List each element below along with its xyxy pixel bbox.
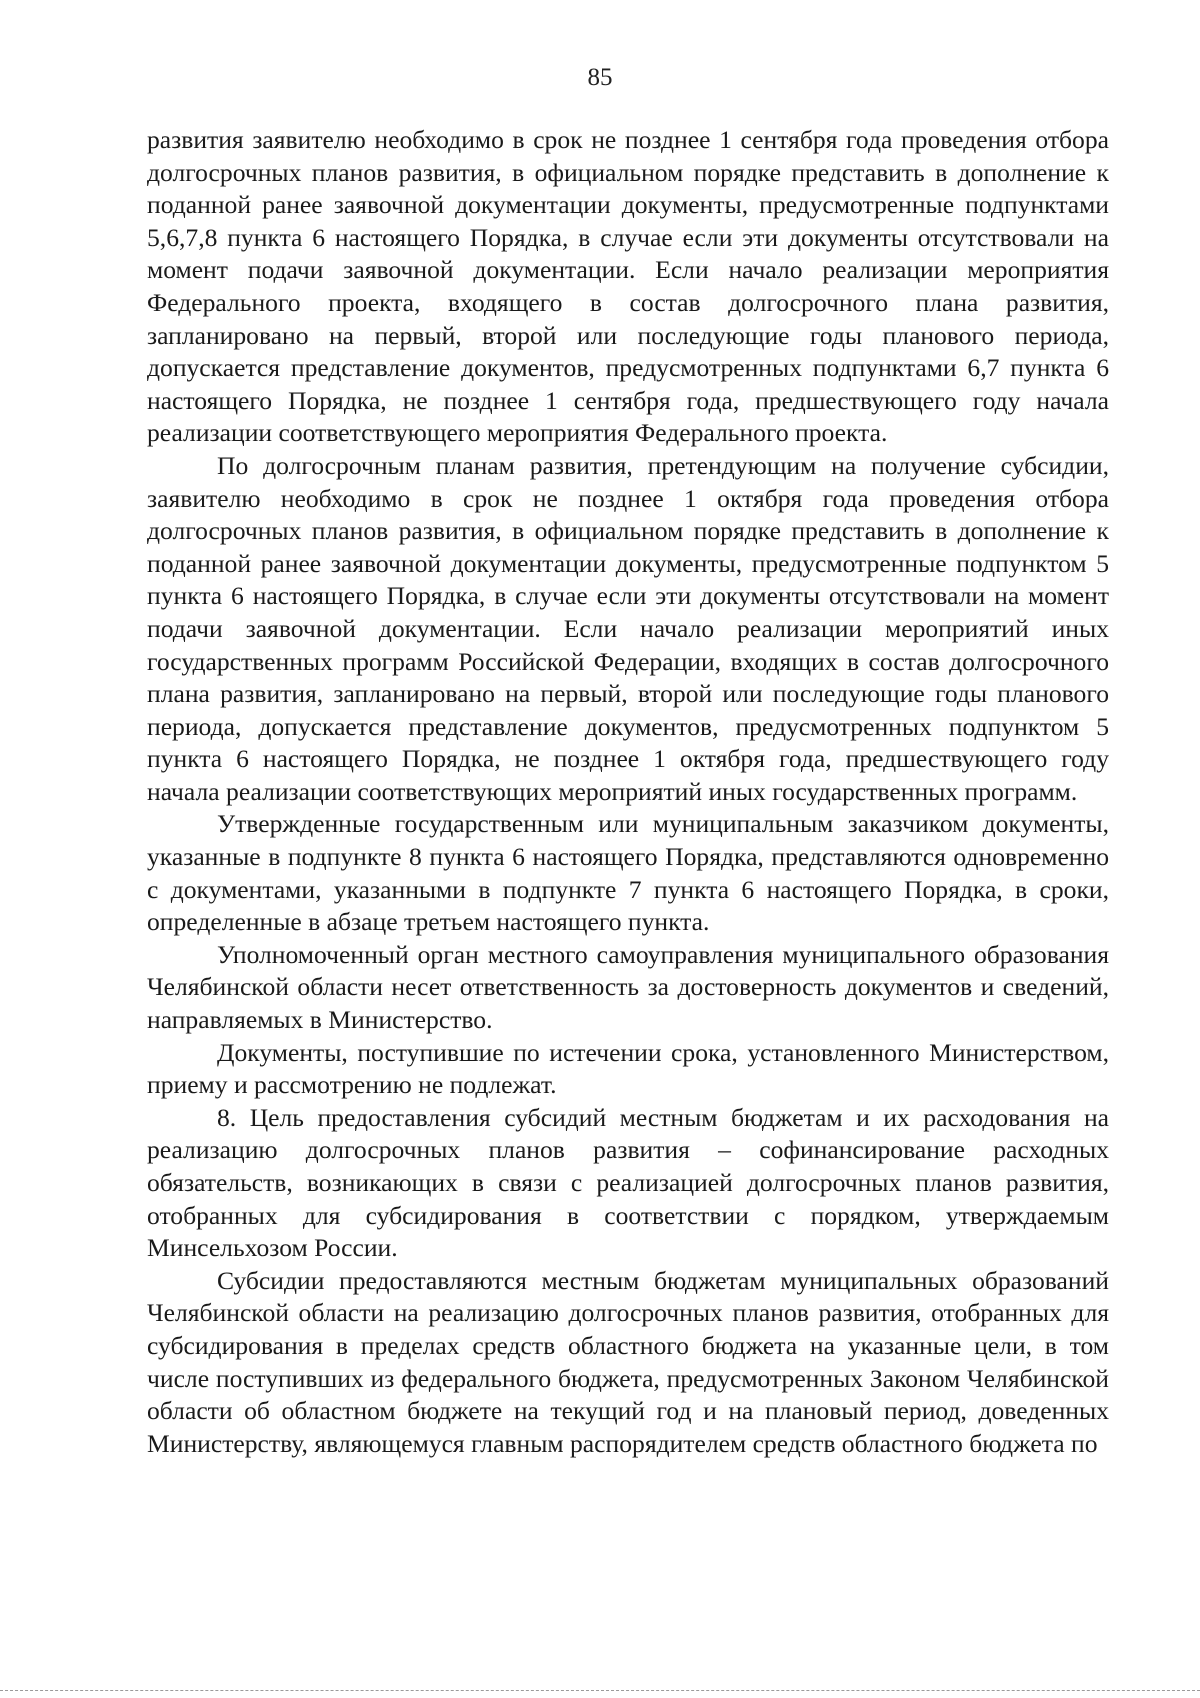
paragraph-continuation: развития заявителю необходимо в срок не позднее 1 сентября года проведения отбора долгосрочных планов развития, в официальном порядке представить в дополнение к поданной ранее заявочной документации документы, предусмотренные подпунктами 5,6,7,8 пункта 6 настоящего Порядка, в случае если эти документы отсутствовали на момент подачи заявочной документации. Если начало реализации мероприятия Федерального проекта, входящего в состав долгосрочного плана развития, запланировано на первый, второй или последующие годы планового периода, допускается представление документов, предусмотренных подпунктами 6,7 пункта 6 настоящего Порядка, не позднее 1 сентября года, предшествующего году начала реализации соответствующего мероприятия Федерального проекта. [147,125,1109,448]
paragraph-long-term-plans-subsidy: По долгосрочным планам развития, претендующим на получение субсидии, заявителю необходимо в срок не позднее 1 октября года проведения отбора долгосрочных планов развития, в официальном порядке представить в дополнение к поданной ранее заявочной документации документы, предусмотренные подпунктом 5 пункта 6 настоящего Порядка, в случае если эти документы отсутствовали на момент подачи заявочной документации. Если начало реализации мероприятий иных государственных программ Российской Федерации, входящих в состав долгосрочного плана развития, запланировано на первый, второй или последующие годы планового периода, допускается представление документов, предусмотренных подпунктом 5 пункта 6 настоящего Порядка, не позднее 1 октября года, предшествующего году начала реализации соответствующих мероприятий иных государственных программ. [147,450,1109,806]
paragraph-late-documents: Документы, поступившие по истечении срока, установленного Министерством, приему и рассмотрению не подлежат. [147,1037,1109,1100]
paragraph-subsidies-provided: Субсидии предоставляются местным бюджетам муниципальных образований Челябинской области на реализацию долгосрочных планов развития, отобранных для субсидирования в пределах средств областного бюджета на указанные цели, в том числе поступивших из федерального бюджета, предусмотренных Законом Челябинской области об областном бюджете на текущий год и на плановый период, доведенных Министерству, являющемуся главным распорядителем средств областного бюджета по [147,1265,1109,1458]
page-number: 85 [587,64,613,91]
scan-edge-line [0,1690,1200,1692]
document-body [147,124,1109,1460]
paragraph-item-8-purpose: 8. Цель предоставления субсидий местным бюджетам и их расходования на реализацию долгосрочных планов развития – софинансирование расходных обязательств, возникающих в связи с реализацией долгосрочных планов развития, отобранных для субсидирования в соответствии с порядком, утверждаемым Минсельхозом России. [147,1102,1109,1263]
paragraph-responsibility: Уполномоченный орган местного самоуправления муниципального образования Челябинской области несет ответственность за достоверность документов и сведений, направляемых в Министерство. [147,939,1109,1035]
paragraph-approved-documents: Утвержденные государственным или муниципальным заказчиком документы, указанные в подпункте 8 пункта 6 настоящего Порядка, представляются одновременно с документами, указанными в подпункте 7 пункта 6 настоящего Порядка, в сроки, определенные в абзаце третьем настоящего пункта. [147,809,1109,937]
